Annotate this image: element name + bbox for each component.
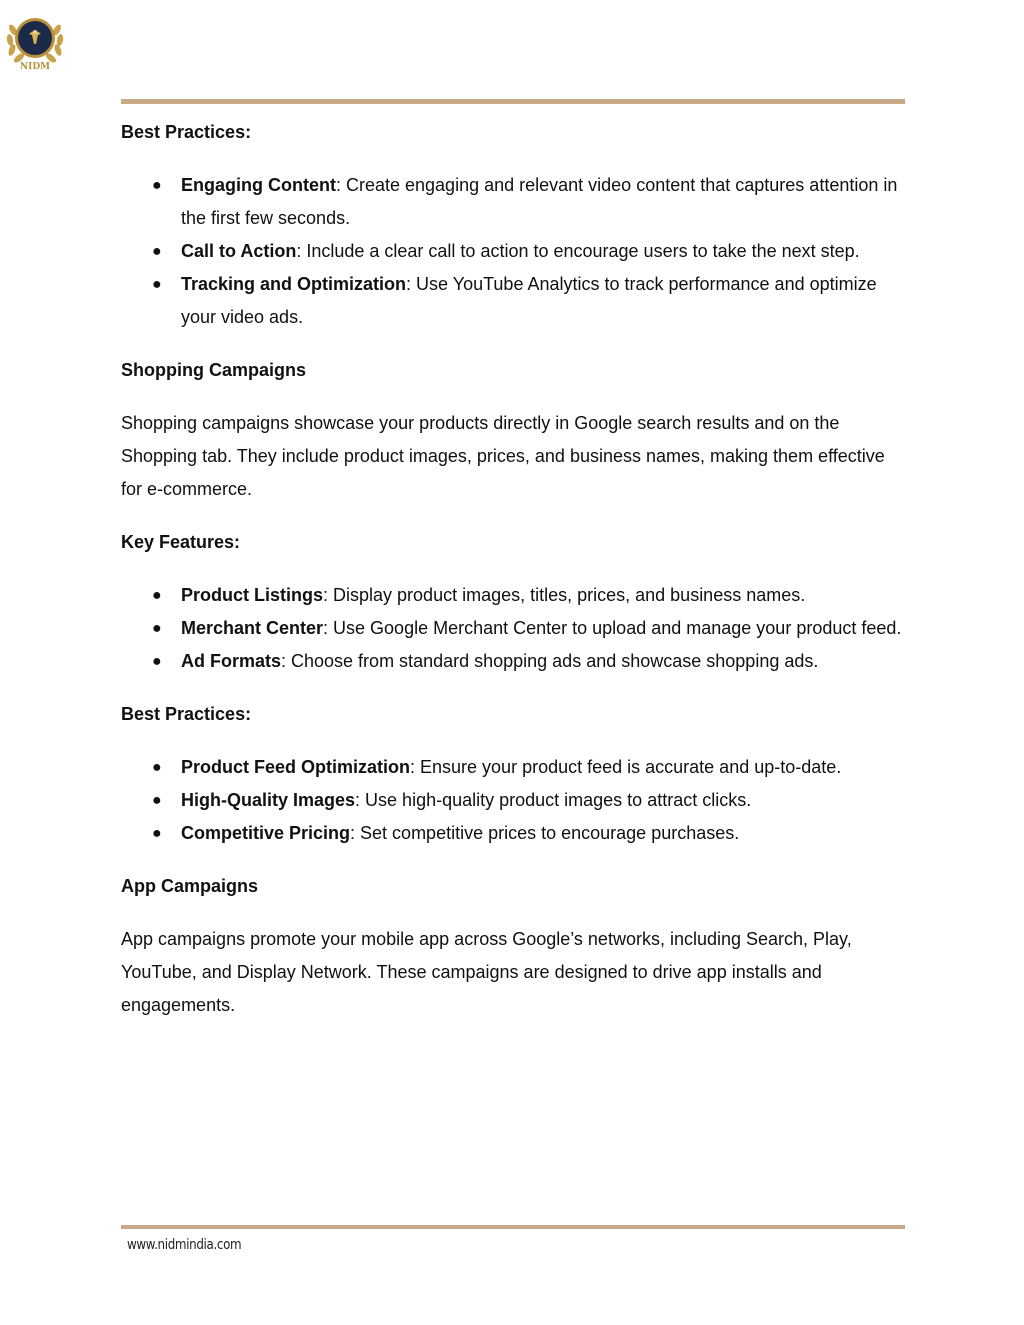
bullet-icon: ● <box>152 276 162 293</box>
item-text: : Ensure your product feed is accurate and up-to-date. <box>410 757 842 777</box>
list-item <box>121 645 905 678</box>
bullet-icon: ● <box>152 653 162 670</box>
bullet-icon: ● <box>152 759 162 776</box>
key-features-heading: Key Features: <box>121 532 241 552</box>
list-item <box>121 579 905 612</box>
item-text: : Use high-quality product images to attract clicks. <box>355 790 752 810</box>
best-practices-list <box>121 751 905 850</box>
app-campaigns-heading: App Campaigns <box>121 876 259 896</box>
best-practices-heading: Best Practices: <box>121 122 252 142</box>
item-term: High-Quality Images <box>181 790 356 810</box>
logo-text: NIDM <box>19 62 51 72</box>
item-text: : Display product images, titles, prices, and business names. <box>323 585 806 605</box>
item-text: : Create engaging and relevant video content that captures attention in the first few seconds. <box>181 175 898 228</box>
footer-website-link[interactable]: www.nidmindia.com <box>127 1237 242 1253</box>
item-term: Competitive Pricing <box>181 823 351 843</box>
item-text: : Use YouTube Analytics to track performance and optimize your video ads. <box>181 274 877 327</box>
page-content <box>121 116 905 1022</box>
shopping-campaigns-heading: Shopping Campaigns <box>121 360 307 380</box>
item-text: : Use Google Merchant Center to upload and manage your product feed. <box>323 618 902 638</box>
list-item <box>121 751 905 784</box>
item-term: Ad Formats <box>181 651 282 671</box>
bullet-icon: ● <box>152 620 162 637</box>
nidm-logo <box>5 8 65 72</box>
bullet-icon: ● <box>152 243 162 260</box>
header-divider <box>121 99 905 104</box>
item-text: : Include a clear call to action to encourage users to take the next step. <box>296 241 860 261</box>
list-item <box>121 268 905 334</box>
bullet-icon: ● <box>152 792 162 809</box>
item-term: Engaging Content <box>181 175 336 195</box>
key-features-list <box>121 579 905 678</box>
bullet-icon: ● <box>152 825 162 842</box>
item-term: Product Listings <box>181 585 324 605</box>
footer-divider <box>121 1225 905 1229</box>
shopping-campaigns-paragraph: Shopping campaigns showcase your products directly in Google search results and on the Shopping tab. They include product images, prices, and business names, making them effective for e-commerce. <box>121 413 885 499</box>
app-campaigns-paragraph: App campaigns promote your mobile app across Google’s networks, including Search, Play, YouTube, and Display Network. These campaigns are designed to drive app installs and engagements. <box>121 929 852 1015</box>
list-item <box>121 817 905 850</box>
laurel-seal-icon <box>5 8 65 72</box>
item-text: : Choose from standard shopping ads and showcase shopping ads. <box>281 651 819 671</box>
list-item <box>121 169 905 235</box>
item-term: Merchant Center <box>181 618 324 638</box>
list-item <box>121 235 905 268</box>
item-text: : Set competitive prices to encourage purchases. <box>350 823 740 843</box>
bullet-icon: ● <box>152 587 162 604</box>
item-term: Product Feed Optimization <box>181 757 411 777</box>
item-term: Call to Action <box>181 241 297 261</box>
item-term: Tracking and Optimization <box>181 274 407 294</box>
best-practices-list <box>121 169 905 334</box>
bullet-icon: ● <box>152 177 162 194</box>
best-practices-heading: Best Practices: <box>121 704 252 724</box>
list-item <box>121 784 905 817</box>
list-item <box>121 612 905 645</box>
